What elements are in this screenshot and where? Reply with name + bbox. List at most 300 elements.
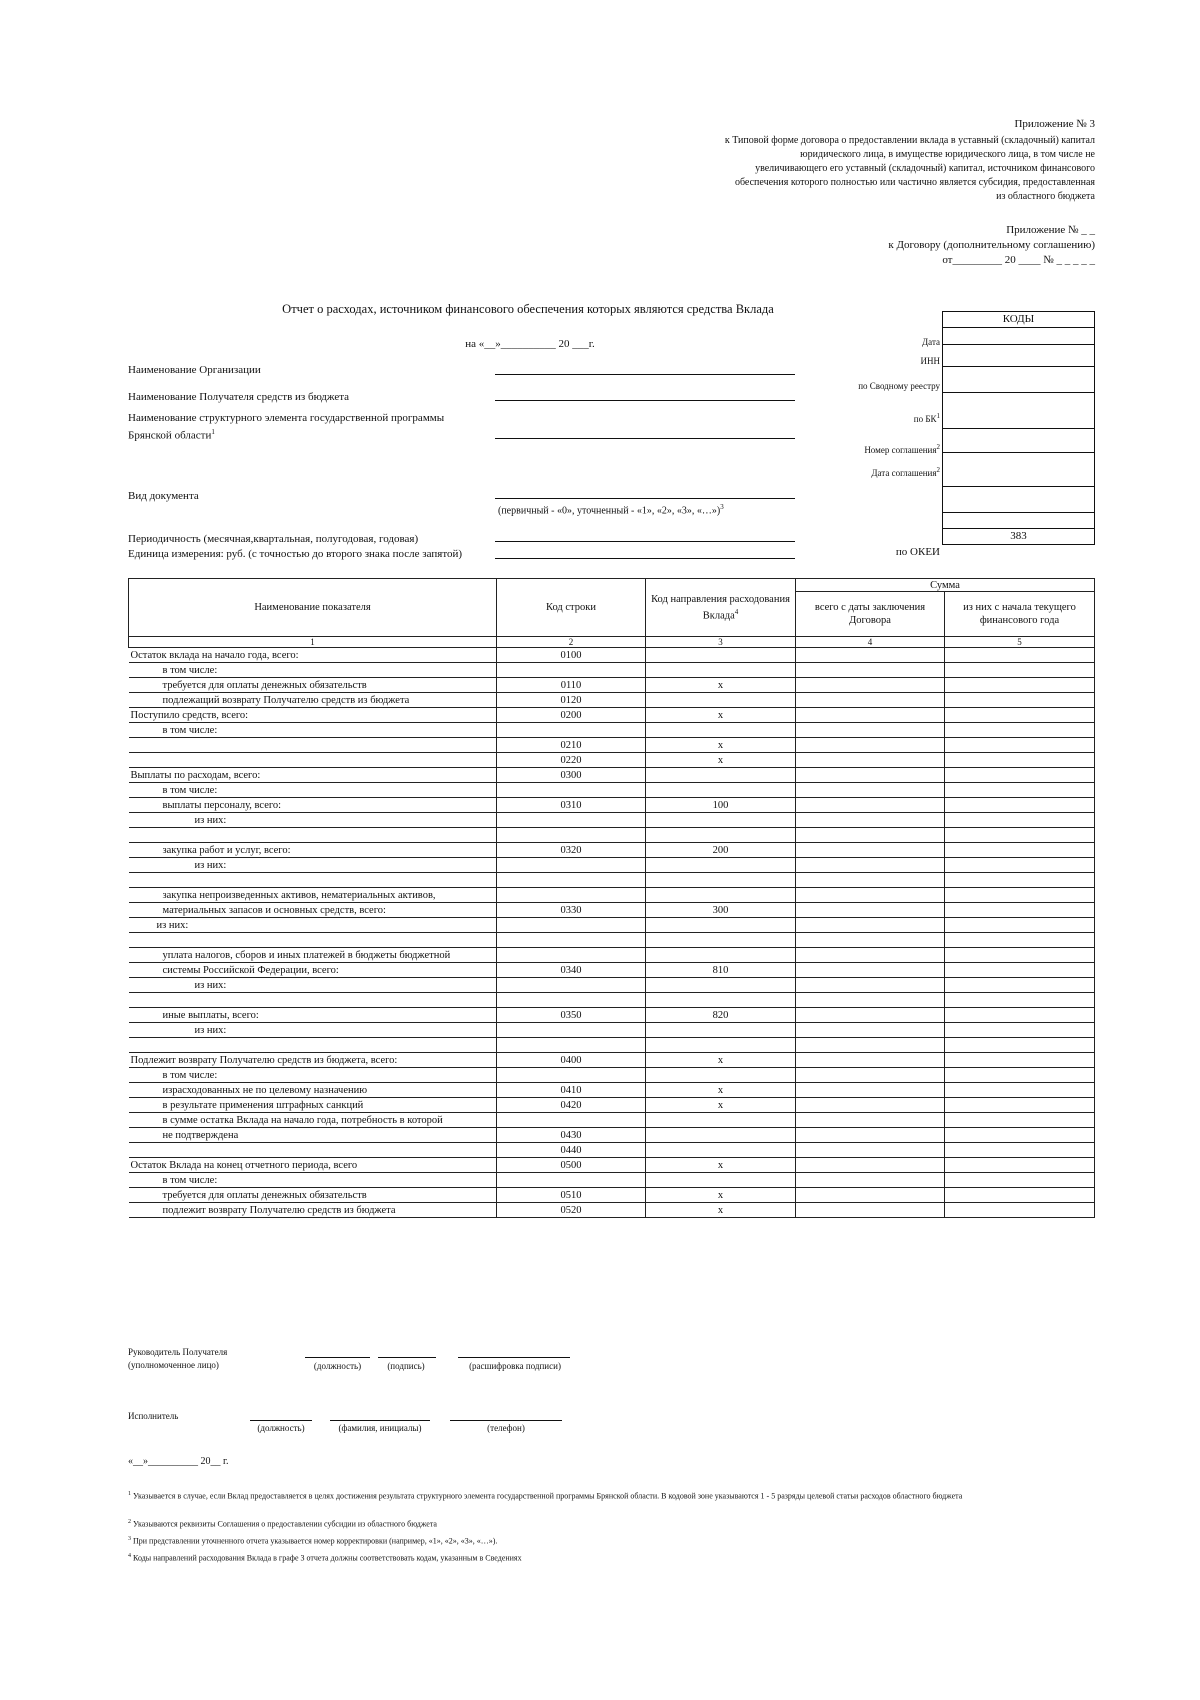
field-organization-line[interactable] [495, 374, 795, 375]
field-recipient-label: Наименование Получателя средств из бюджета [128, 391, 350, 403]
row-sum-total[interactable] [796, 978, 945, 993]
col-number: 3 [646, 637, 796, 648]
row-name: в том числе: [129, 723, 497, 738]
row-direction [646, 918, 796, 933]
row-sum-total[interactable] [796, 693, 945, 708]
row-name: требуется для оплаты денежных обязательств [129, 1188, 497, 1203]
row-direction [646, 768, 796, 783]
row-sum-total[interactable] [796, 828, 945, 843]
code-cell-date[interactable] [943, 328, 1094, 345]
contract-date: от_________ 20 ____ № _ _ _ _ _ [942, 254, 1095, 266]
row-sum-year[interactable] [945, 1068, 1095, 1083]
row-direction: x [646, 1158, 796, 1173]
row-sum-year[interactable] [945, 693, 1095, 708]
row-sum-total[interactable] [796, 648, 945, 663]
row-sum-year[interactable] [945, 918, 1095, 933]
row-sum-total[interactable] [796, 1173, 945, 1188]
row-sum-year[interactable] [945, 1038, 1095, 1053]
row-direction [646, 663, 796, 678]
row-direction [646, 1173, 796, 1188]
appendix-line: увеличивающего его уставный (складочный) капитал, источником финансового [755, 163, 1095, 174]
table-row [129, 1068, 1095, 1083]
row-direction [646, 693, 796, 708]
row-code [497, 873, 646, 888]
row-sum-year[interactable] [945, 753, 1095, 768]
table-row [129, 1158, 1095, 1173]
row-code: 0440 [497, 1143, 646, 1158]
code-cell-agreement-date[interactable] [943, 453, 1094, 487]
head-label-line: Руководитель Получателя [128, 1347, 228, 1357]
row-name: материальных запасов и основных средств, всего: [129, 903, 497, 918]
field-periodicity-label: Периодичность (месячная,квартальная, полугодовая, годовая) [128, 533, 419, 545]
exec-fio-caption: (фамилия, инициалы) [338, 1423, 422, 1433]
report-table [128, 578, 1095, 1218]
row-code [497, 933, 646, 948]
row-name: израсходованных не по целевому назначению [129, 1083, 497, 1098]
row-name: в сумме остатка Вклада на начало года, потребность в которой [129, 1113, 497, 1128]
th-name: Наименование показателя [129, 579, 497, 637]
code-label-inn: ИНН [920, 356, 940, 366]
table-row [129, 768, 1095, 783]
row-name: в результате применения штрафных санкций [129, 1098, 497, 1113]
row-sum-total[interactable] [796, 1038, 945, 1053]
row-code: 0210 [497, 738, 646, 753]
table-row [129, 933, 1095, 948]
exec-phone-line[interactable] [450, 1420, 562, 1421]
row-direction [646, 1143, 796, 1158]
row-code [497, 858, 646, 873]
row-direction [646, 873, 796, 888]
table-row [129, 1173, 1095, 1188]
table-row [129, 978, 1095, 993]
row-name: закупка непроизведенных активов, нематериальных активов, [129, 888, 497, 903]
appendix-line: обеспечения которого полностью или частично является субсидия, предоставленная [734, 177, 1095, 188]
row-direction [646, 993, 796, 1008]
field-periodicity-line[interactable] [495, 541, 795, 542]
table-row [129, 693, 1095, 708]
row-code: 0420 [497, 1098, 646, 1113]
row-sum-total[interactable] [796, 963, 945, 978]
row-direction [646, 858, 796, 873]
head-label [128, 1346, 227, 1372]
field-structural-label-1: Наименование структурного элемента государственной программы [128, 412, 445, 424]
row-code [497, 918, 646, 933]
row-name: Поступило средств, всего: [129, 708, 497, 723]
row-sum-total[interactable] [796, 1113, 945, 1128]
row-code: 0410 [497, 1083, 646, 1098]
code-cell-bk[interactable] [943, 393, 1094, 429]
table-row [129, 1113, 1095, 1128]
table-row [129, 963, 1095, 978]
row-sum-year[interactable] [945, 1203, 1095, 1218]
sign-position-line[interactable] [305, 1357, 370, 1358]
exec-phone-caption: (телефон) [487, 1423, 525, 1433]
field-structural-line[interactable] [495, 438, 795, 439]
row-name: не подтверждена [129, 1128, 497, 1143]
code-cell-doctype[interactable] [943, 487, 1094, 513]
row-code: 0100 [497, 648, 646, 663]
row-name [129, 993, 497, 1008]
row-code [497, 828, 646, 843]
th-sum: Сумма [796, 579, 1095, 592]
row-sum-total[interactable] [796, 1188, 945, 1203]
row-code: 0520 [497, 1203, 646, 1218]
executor-label: Исполнитель [128, 1411, 179, 1421]
row-direction [646, 1068, 796, 1083]
row-sum-total[interactable] [796, 753, 945, 768]
row-name [129, 828, 497, 843]
row-code: 0300 [497, 768, 646, 783]
table-row [129, 1083, 1095, 1098]
exec-fio-line[interactable] [330, 1420, 430, 1421]
code-label-okei: по ОКЕИ [895, 546, 940, 558]
row-name: Выплаты по расходам, всего: [129, 768, 497, 783]
row-name: закупка работ и услуг, всего: [129, 843, 497, 858]
row-sum-total[interactable] [796, 933, 945, 948]
field-unit-line [495, 558, 795, 559]
row-code: 0500 [497, 1158, 646, 1173]
row-direction [646, 1128, 796, 1143]
row-code [497, 663, 646, 678]
row-sum-year[interactable] [945, 648, 1095, 663]
row-direction: x [646, 753, 796, 768]
row-sum-total[interactable] [796, 1053, 945, 1068]
table-row [129, 738, 1095, 753]
row-sum-total[interactable] [796, 1068, 945, 1083]
row-code [497, 948, 646, 963]
field-recipient-line[interactable] [495, 400, 795, 401]
row-sum-year[interactable] [945, 933, 1095, 948]
row-name [129, 873, 497, 888]
row-code [497, 1113, 646, 1128]
row-code: 0330 [497, 903, 646, 918]
table-row [129, 1203, 1095, 1218]
row-sum-year[interactable] [945, 708, 1095, 723]
appendix-line: из областного бюджета [996, 191, 1095, 202]
col-number: 4 [796, 637, 945, 648]
head-label-line: (уполномоченное лицо) [128, 1360, 219, 1370]
col-number: 5 [945, 637, 1095, 648]
row-sum-year[interactable] [945, 1173, 1095, 1188]
row-direction [646, 813, 796, 828]
code-cell-okei: 383 [943, 529, 1094, 545]
row-name: из них: [129, 858, 497, 873]
row-code [497, 813, 646, 828]
table-row [129, 723, 1095, 738]
row-name [129, 1143, 497, 1158]
row-code [497, 1038, 646, 1053]
row-name: из них: [129, 978, 497, 993]
table-row [129, 858, 1095, 873]
row-code: 0200 [497, 708, 646, 723]
sign-signature-caption: (подпись) [387, 1361, 425, 1371]
row-sum-year[interactable] [945, 1188, 1095, 1203]
row-code: 0350 [497, 1008, 646, 1023]
row-sum-year[interactable] [945, 978, 1095, 993]
row-code [497, 723, 646, 738]
footnote-2: $^2$ Указываются реквизиты Соглашения о предоставлении субсидии из областного бюджета [128, 1519, 437, 1529]
row-sum-year[interactable] [945, 1008, 1095, 1023]
table-row [129, 873, 1095, 888]
row-name: системы Российской Федерации, всего: [129, 963, 497, 978]
row-sum-total[interactable] [796, 903, 945, 918]
row-sum-year[interactable] [945, 1083, 1095, 1098]
row-sum-total[interactable] [796, 948, 945, 963]
row-direction [646, 1023, 796, 1038]
row-sum-year[interactable] [945, 768, 1095, 783]
row-code [497, 1068, 646, 1083]
row-name: Остаток Вклада на конец отчетного периода, всего [129, 1158, 497, 1173]
th-year: из них с начала текущего финансового года [945, 592, 1095, 637]
table-row [129, 843, 1095, 858]
row-code: 0400 [497, 1053, 646, 1068]
th-code: Код строки [497, 579, 646, 637]
row-sum-year[interactable] [945, 1113, 1095, 1128]
footnote-1: $^1$ Указывается в случае, если Вклад предоставляется в целях достижения результата структурного элемента государственной программы Брянской области. В кодовой зоне указываются 1 - 5 разряды целевой статьи расходов областного бюджета [128, 1491, 963, 1501]
table-row [129, 1023, 1095, 1038]
appendix-title: Приложение № 3 [1014, 118, 1095, 130]
row-sum-year[interactable] [945, 993, 1095, 1008]
row-sum-total[interactable] [796, 708, 945, 723]
row-sum-year[interactable] [945, 738, 1095, 753]
row-code: 0430 [497, 1128, 646, 1143]
row-sum-year[interactable] [945, 948, 1095, 963]
row-code [497, 993, 646, 1008]
row-sum-year[interactable] [945, 723, 1095, 738]
row-sum-year[interactable] [945, 1053, 1095, 1068]
row-name: Подлежит возврату Получателю средств из бюджета, всего: [129, 1053, 497, 1068]
row-direction [646, 723, 796, 738]
row-sum-year[interactable] [945, 798, 1095, 813]
row-name: иные выплаты, всего: [129, 1008, 497, 1023]
row-code [497, 978, 646, 993]
codes-box [942, 311, 1095, 545]
row-sum-year[interactable] [945, 888, 1095, 903]
row-sum-year[interactable] [945, 663, 1095, 678]
row-sum-total[interactable] [796, 1158, 945, 1173]
table-row [129, 798, 1095, 813]
row-name: в том числе: [129, 783, 497, 798]
row-direction [646, 1038, 796, 1053]
sign-decoding-line[interactable] [458, 1357, 570, 1358]
table-row [129, 1038, 1095, 1053]
row-direction: x [646, 1083, 796, 1098]
contract-ref: к Договору (дополнительному соглашению) [888, 239, 1095, 251]
th-direction: Код направления расходования Вклада$^4$ [646, 579, 796, 637]
row-sum-total[interactable] [796, 1083, 945, 1098]
table-row [129, 1128, 1095, 1143]
row-sum-year[interactable] [945, 783, 1095, 798]
row-direction [646, 948, 796, 963]
code-label-agreement-date: Дата соглашения$^2$ [871, 466, 940, 478]
row-sum-total[interactable] [796, 1203, 945, 1218]
table-row [129, 648, 1095, 663]
row-name: подлежащий возврату Получателю средств из бюджета [129, 693, 497, 708]
row-direction [646, 648, 796, 663]
appendix-line: к Типовой форме договора о предоставлении вклада в уставный (складочный) капитал [724, 135, 1095, 146]
code-cell-inn[interactable] [943, 345, 1094, 367]
code-cell-agreement-no[interactable] [943, 429, 1094, 453]
row-code [497, 783, 646, 798]
row-sum-total[interactable] [796, 738, 945, 753]
row-sum-year[interactable] [945, 873, 1095, 888]
code-cell-register[interactable] [943, 367, 1094, 393]
row-sum-total[interactable] [796, 858, 945, 873]
row-sum-year[interactable] [945, 1158, 1095, 1173]
row-name: из них: [129, 813, 497, 828]
report-date: на «__»__________ 20 ___г. [465, 338, 595, 350]
sign-signature-line[interactable] [378, 1357, 436, 1358]
field-doctype-line[interactable] [495, 498, 795, 499]
row-direction: x [646, 1203, 796, 1218]
row-name: Остаток вклада на начало года, всего: [129, 648, 497, 663]
row-name: подлежит возврату Получателю средств из бюджета [129, 1203, 497, 1218]
row-direction [646, 933, 796, 948]
table-row [129, 828, 1095, 843]
row-name [129, 933, 497, 948]
row-name: из них: [129, 1023, 497, 1038]
table-row [129, 918, 1095, 933]
table-row [129, 1008, 1095, 1023]
row-sum-year[interactable] [945, 1128, 1095, 1143]
row-code: 0310 [497, 798, 646, 813]
appendix-text [560, 134, 1095, 204]
row-code: 0320 [497, 843, 646, 858]
row-code: 0510 [497, 1188, 646, 1203]
row-direction [646, 1113, 796, 1128]
row-sum-total[interactable] [796, 783, 945, 798]
row-sum-total[interactable] [796, 1098, 945, 1113]
table-row [129, 813, 1095, 828]
code-label-agreement-no: Номер соглашения$^2$ [864, 443, 940, 455]
table-row [129, 1188, 1095, 1203]
row-direction: 810 [646, 963, 796, 978]
table-row [129, 948, 1095, 963]
footnote-3: $^3$ При представлении уточненного отчета указывается номер корректировки (например, «1», «2», «3», «…»). [128, 1536, 498, 1546]
row-code [497, 888, 646, 903]
row-sum-total[interactable] [796, 873, 945, 888]
footnote-4: $^4$ Коды направлений расходования Вклада в графе 3 отчета должны соответствовать кодам, указанным в Сведениях [128, 1553, 522, 1563]
table-row [129, 753, 1095, 768]
row-sum-year[interactable] [945, 813, 1095, 828]
row-sum-total[interactable] [796, 1128, 945, 1143]
row-sum-year[interactable] [945, 843, 1095, 858]
row-sum-total[interactable] [796, 1008, 945, 1023]
row-name: из них: [129, 918, 497, 933]
row-code [497, 1023, 646, 1038]
exec-position-line[interactable] [250, 1420, 312, 1421]
table-row [129, 903, 1095, 918]
table-body [129, 648, 1095, 1218]
row-direction: x [646, 708, 796, 723]
row-sum-total[interactable] [796, 1023, 945, 1038]
row-sum-total[interactable] [796, 888, 945, 903]
code-label-register: по Сводному реестру [858, 381, 940, 391]
row-name: в том числе: [129, 1173, 497, 1188]
row-sum-total[interactable] [796, 993, 945, 1008]
row-direction: 300 [646, 903, 796, 918]
row-direction: 100 [646, 798, 796, 813]
sign-position-caption: (должность) [313, 1361, 362, 1371]
row-sum-year[interactable] [945, 1143, 1095, 1158]
appendix-line: юридического лица, в имуществе юридического лица, в том числе не [800, 149, 1095, 160]
row-sum-year[interactable] [945, 1023, 1095, 1038]
row-code: 0340 [497, 963, 646, 978]
field-organization-label: Наименование Организации [128, 364, 261, 376]
table-row [129, 663, 1095, 678]
row-sum-year[interactable] [945, 903, 1095, 918]
row-sum-total[interactable] [796, 798, 945, 813]
table-row [129, 678, 1095, 693]
th-total: всего с даты заключения Договора [796, 592, 945, 637]
row-name [129, 1038, 497, 1053]
row-name: уплата налогов, сборов и иных платежей в бюджеты бюджетной [129, 948, 497, 963]
sign-date: «__»__________ 20__ г. [128, 1456, 229, 1467]
row-name: в том числе: [129, 663, 497, 678]
sign-decoding-caption: (расшифровка подписи) [469, 1361, 561, 1371]
row-sum-total[interactable] [796, 918, 945, 933]
row-code: 0110 [497, 678, 646, 693]
row-direction: x [646, 1188, 796, 1203]
code-label-bk: по $БК^1$ [913, 412, 940, 424]
row-sum-total[interactable] [796, 678, 945, 693]
row-code: 0220 [497, 753, 646, 768]
row-direction [646, 828, 796, 843]
row-sum-total[interactable] [796, 1143, 945, 1158]
row-sum-year[interactable] [945, 828, 1095, 843]
row-sum-total[interactable] [796, 768, 945, 783]
contract-appendix: Приложение № _ _ [1006, 224, 1095, 236]
table-row [129, 993, 1095, 1008]
row-sum-total[interactable] [796, 723, 945, 738]
row-direction [646, 888, 796, 903]
row-name: выплаты персоналу, всего: [129, 798, 497, 813]
col-number: 1 [129, 637, 497, 648]
row-direction: x [646, 1098, 796, 1113]
row-code: 0120 [497, 693, 646, 708]
code-label-date: Дата [922, 337, 940, 347]
row-code [497, 1173, 646, 1188]
field-unit-label: Единица измерения: руб. (с точностью до второго знака после запятой) [128, 548, 463, 560]
row-sum-year[interactable] [945, 858, 1095, 873]
table-row [129, 783, 1095, 798]
row-direction [646, 783, 796, 798]
row-direction: x [646, 1053, 796, 1068]
field-doctype-hint: (первичный - «0», уточненный - «1», «2», «3», «…»)$^3$ [498, 503, 724, 517]
row-sum-total[interactable] [796, 843, 945, 858]
field-structural-label-2: Брянской области$^1$ [128, 428, 215, 442]
row-sum-year[interactable] [945, 963, 1095, 978]
row-sum-total[interactable] [796, 663, 945, 678]
report-title: Отчет о расходах, источником финансового обеспечения которых являются средства Вклада [282, 302, 774, 316]
code-cell-periodicity[interactable] [943, 513, 1094, 529]
row-direction [646, 978, 796, 993]
table-row [129, 1143, 1095, 1158]
row-sum-year[interactable] [945, 1098, 1095, 1113]
row-sum-year[interactable] [945, 678, 1095, 693]
row-name: в том числе: [129, 1068, 497, 1083]
col-number: 2 [497, 637, 646, 648]
codes-header: КОДЫ [943, 312, 1094, 328]
table-row [129, 1053, 1095, 1068]
row-name: требуется для оплаты денежных обязательств [129, 678, 497, 693]
table-row [129, 1098, 1095, 1113]
table-row [129, 708, 1095, 723]
row-name [129, 738, 497, 753]
row-sum-total[interactable] [796, 813, 945, 828]
table-row [129, 888, 1095, 903]
row-direction: x [646, 678, 796, 693]
